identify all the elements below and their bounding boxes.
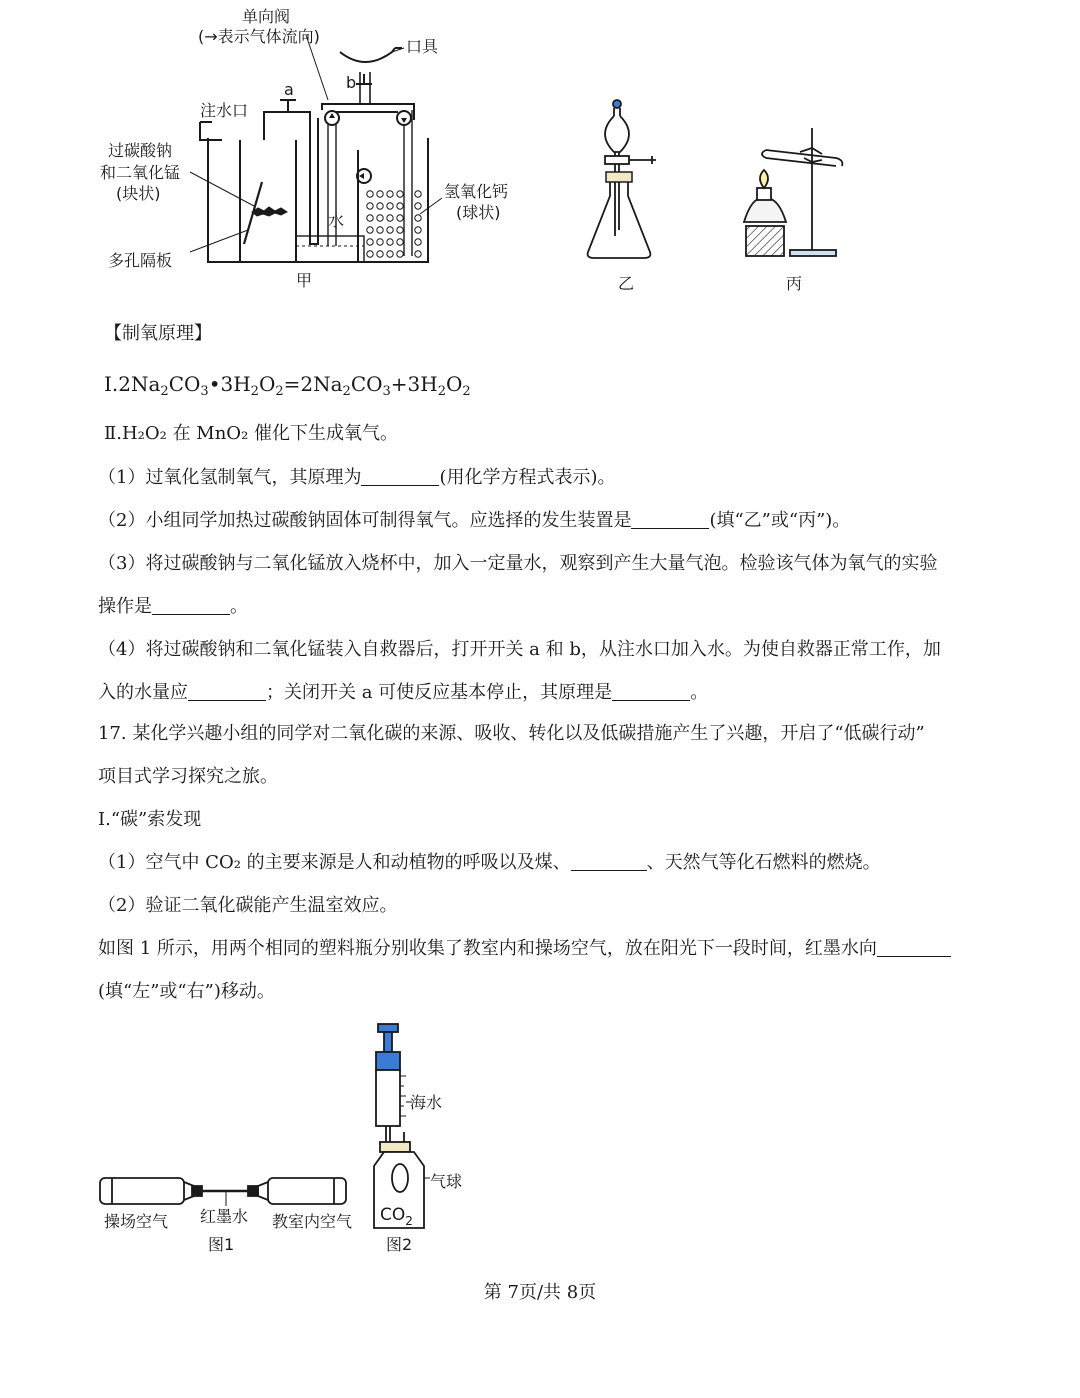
- figure-2-caption: 图2: [386, 1235, 413, 1254]
- mouthpiece-label: 口具: [406, 37, 439, 56]
- question-17-line-1: 17. 某化学兴趣小组的同学对二氧化碳的来源、吸收、转化以及低碳措施产生了兴趣，开启了“低碳行动”: [98, 723, 925, 744]
- part-1-heading: Ⅰ.“碳”索发现: [98, 809, 202, 830]
- playground-air-label: 操场空气: [104, 1212, 169, 1231]
- section-principle: 【制氧原理】: [104, 323, 212, 344]
- figure-2-apparatus: [374, 1024, 430, 1228]
- answer-blank-q1[interactable]: [361, 467, 439, 486]
- page-number: 第 7页/共 8页: [483, 1282, 597, 1303]
- equation-1: $Ⅰ.2Na_2CO_3•3H_2O_2=2Na_2CO_3+3H_2O_2$: [104, 372, 471, 399]
- question-4-line-1: （4）将过碳酸钠和二氧化锰装入自救器后，打开开关 a 和 b，从注水口加入水。为使自救器正常工作，加: [98, 639, 941, 660]
- inlet-label: 注水口: [200, 101, 249, 120]
- figure-1-description-2: (填“左”或“右”)移动。: [98, 981, 275, 1002]
- question-4-line-2: 入的水量应 ；关闭开关 a 可使反应基本停止，其原理是 。: [98, 682, 709, 703]
- reagent-label-2: 和二氧化锰: [100, 163, 181, 182]
- question-3-line-2: 操作是 。: [98, 596, 248, 617]
- figure-1-bottles: [100, 1178, 346, 1206]
- answer-blank-q4-principle[interactable]: [612, 682, 690, 701]
- question-3-line-1: （3）将过碳酸钠与二氧化锰放入烧杯中，加入一定量水，观察到产生大量气泡。检验该气体为氧气的实验: [98, 553, 938, 574]
- jia-caption: 甲: [296, 271, 313, 290]
- question-2: （2）小组同学加热过碳酸钠固体可制得氧气。应选择的发生装置是 (填“乙”或“丙”)。: [98, 510, 851, 531]
- co2-label: $CO_2$: [380, 1205, 413, 1228]
- equation-2: Ⅱ.H₂O₂ 在 MnO₂ 催化下生成氧气。: [104, 423, 399, 444]
- bing-caption: 丙: [786, 274, 803, 293]
- answer-blank-p1[interactable]: [571, 852, 647, 871]
- answer-blank-q3[interactable]: [152, 596, 230, 615]
- part-1-question-2: （2）验证二氧化碳能产生温室效应。: [98, 895, 398, 916]
- question-17-line-2: 项目式学习探究之旅。: [98, 766, 278, 787]
- switch-a-label: a: [284, 80, 294, 99]
- switch-b-label: b: [346, 73, 357, 92]
- lime-label-2: (球状): [456, 203, 501, 222]
- reagent-label-1: 过碳酸钠: [108, 141, 173, 160]
- answer-blank-direction[interactable]: [877, 938, 951, 957]
- co2-figures: [0, 1010, 1080, 1260]
- water-label: 水: [328, 211, 345, 230]
- balloon-label: 气球: [430, 1172, 463, 1191]
- classroom-air-label: 教室内空气: [272, 1212, 353, 1231]
- bing-apparatus: [744, 128, 842, 256]
- yi-caption: 乙: [618, 274, 635, 293]
- apparatus-figure: [0, 0, 1080, 300]
- figure-1-description: 如图 1 所示，用两个相同的塑料瓶分别收集了教室内和操场空气，放在阳光下一段时间，红墨水向: [98, 937, 998, 961]
- question-1: （1）过氧化氢制氧气，其原理为 (用化学方程式表示)。: [98, 467, 616, 488]
- answer-blank-q2[interactable]: [631, 510, 709, 529]
- lime-label-1: 氢氧化钙: [444, 182, 509, 201]
- red-ink-label: 红墨水: [200, 1207, 249, 1226]
- porous-plate-label: 多孔隔板: [108, 251, 173, 270]
- valve-label: 单向阀: [242, 7, 291, 26]
- answer-blank-q4-amount[interactable]: [188, 682, 266, 701]
- reagent-label-3: (块状): [116, 184, 161, 203]
- flow-label: (→表示气体流向): [198, 27, 320, 46]
- calcium-hydroxide-spheres: [367, 191, 421, 257]
- yi-apparatus: [588, 100, 656, 258]
- figure-1-caption: 图1: [208, 1235, 235, 1254]
- jia-apparatus: [190, 35, 442, 262]
- part-1-question-1: （1）空气中 CO₂ 的主要来源是人和动植物的呼吸以及煤、 、天然气等化石燃料的燃烧。: [98, 852, 881, 873]
- seawater-label: 海水: [410, 1093, 443, 1112]
